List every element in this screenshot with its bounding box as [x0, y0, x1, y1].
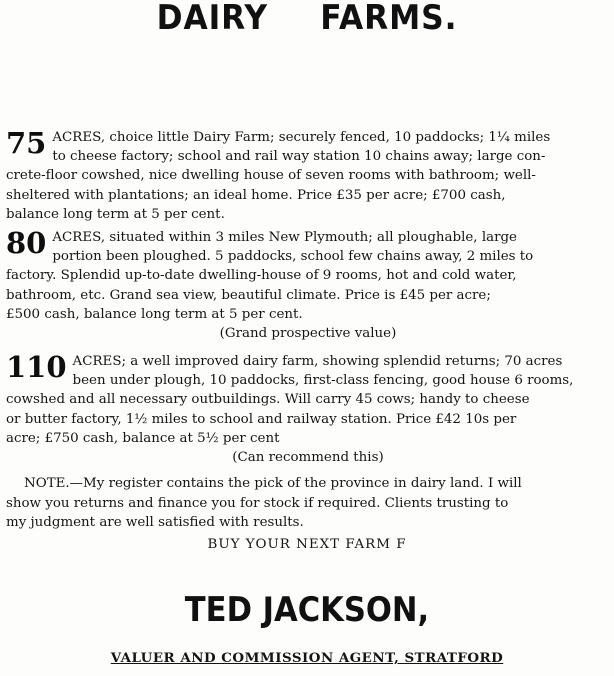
listing-line: crete-floor cowshed, nice dwelling house of seven rooms with bathroom; well- [6, 168, 536, 184]
listing-line: acre; £750 cash, balance at 5½ per cent [6, 430, 280, 446]
listing-remark: (Can recommend this) [232, 450, 384, 466]
ad-title: DAIRY FARMS. [156, 0, 458, 38]
listing-line: portion been ploughed. 5 paddocks, school few chains away, 2 miles to [52, 249, 534, 265]
listing-line: £500 cash, balance long term at 5 per cent. [6, 306, 303, 322]
listing-line: been under plough, 10 paddocks, first-class fencing, good house 6 rooms, [72, 373, 574, 389]
listing-110 [6, 352, 610, 467]
listing-line: factory. Splendid up-to-date dwelling-house of 9 rooms, hot and cold water, [6, 268, 517, 284]
listing-line: to cheese factory; school and rail way station 10 chains away; large con- [52, 149, 546, 165]
listing-number: 110 [6, 350, 67, 384]
listing-line: sheltered with plantations; an ideal home. Price £35 per acre; £700 cash, [6, 187, 506, 203]
listing-line: ACRES; a well improved dairy farm, showing splendid returns; 70 acres [72, 354, 563, 369]
note-line: NOTE.—My register contains the pick of the province in dairy land. I will [24, 476, 522, 491]
call-to-action: BUY YOUR NEXT FARM F [207, 537, 407, 552]
note-line: my judgment are well satisfied with results. [6, 515, 304, 530]
listing-line: ACRES, choice little Dairy Farm; securely fenced, 10 paddocks; 1¼ miles [52, 130, 551, 145]
listing-line: bathroom, etc. Grand sea view, beautiful climate. Price is £45 per acre; [6, 287, 491, 303]
listing-line: or butter factory, 1½ miles to school and railway station. Price £42 10s per [6, 411, 517, 427]
listing-line: cowshed and all necessary outbuildings. Will carry 45 cows; handy to cheese [6, 392, 530, 408]
listing-75 [6, 128, 610, 224]
listing-line: ACRES, situated within 3 miles New Plymouth; all ploughable, large [52, 230, 517, 245]
listing-remark: (Grand prospective value) [219, 326, 397, 342]
note-paragraph [6, 474, 610, 533]
agent-subtitle: VALUER AND COMMISSION AGENT, STRATFORD [110, 650, 504, 666]
listing-80 [6, 228, 610, 343]
agent-name: TED JACKSON, [184, 590, 430, 630]
listing-number: 80 [6, 226, 47, 260]
listing-line: balance long term at 5 per cent. [6, 206, 225, 222]
listing-number: 75 [6, 126, 47, 160]
note-line: show you returns and finance you for stock if required. Clients trusting to [6, 495, 509, 511]
